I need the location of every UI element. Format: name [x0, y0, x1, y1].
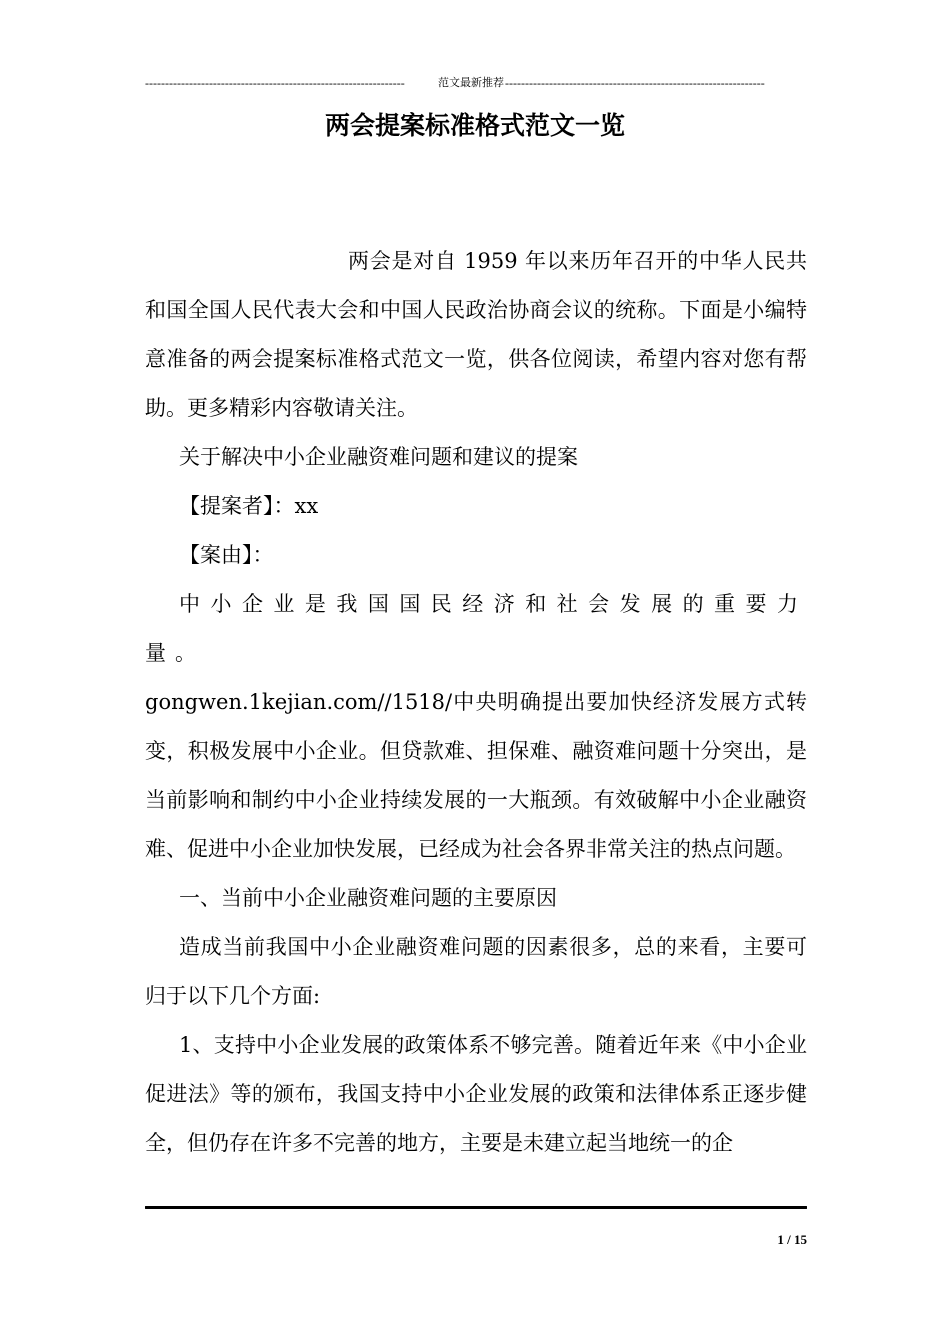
- header-dashes-left: -----------------------------------------------------------------: [145, 76, 405, 90]
- section-1-point-1: 1、支持中小企业发展的政策体系不够完善。随着近年来《中小企业促进法》等的颁布，我国支持中小企业发展的政策和法律体系正逐步健全，但仍存在许多不完善的地方，主要是未建立起当地统一的企: [145, 1033, 807, 1155]
- section-heading-1: 一、当前中小企业融资难问题的主要原因: [179, 886, 557, 910]
- document-body: [145, 237, 807, 1168]
- cause-heading: 【案由】：: [179, 543, 274, 567]
- cause-lead-line: 中小企业是我国国民经济和社会发展的重要力量。: [145, 592, 807, 665]
- header-text: 范文最新推荐: [438, 76, 504, 89]
- page-header: [145, 74, 797, 92]
- section-1-intro: 造成当前我国中小企业融资难问题的因素很多，总的来看，主要可归于以下几个方面:: [145, 935, 807, 1008]
- header-dashes-right: -----------------------------------------------------------------: [505, 76, 765, 90]
- proposal-title: 关于解决中小企业融资难问题和建议的提案: [179, 445, 578, 469]
- proposer-line: 【提案者】：xx: [179, 494, 319, 518]
- footer-divider: [145, 1205, 807, 1210]
- cause-paragraph: gongwen.1kejian.com//1518/中央明确提出要加快经济发展方式转变，积极发展中小企业。但贷款难、担保难、融资难问题十分突出，是当前影响和制约中小企业持续发展的一大瓶颈。有效破解中小企业融资难、促进中小企业加快发展，已经成为社会各界非常关注的热点问题。: [145, 690, 807, 861]
- page-number: 1 / 15: [777, 1232, 807, 1247]
- intro-paragraph: 两会是对自 1959 年以来历年召开的中华人民共和国全国人民代表大会和中国人民政治协商会议的统称。下面是小编特意准备的两会提案标准格式范文一览，供各位阅读，希望内容对您有帮助。更多精彩内容敬请关注。: [145, 249, 807, 420]
- document-title: 两会提案标准格式范文一览: [324, 111, 625, 140]
